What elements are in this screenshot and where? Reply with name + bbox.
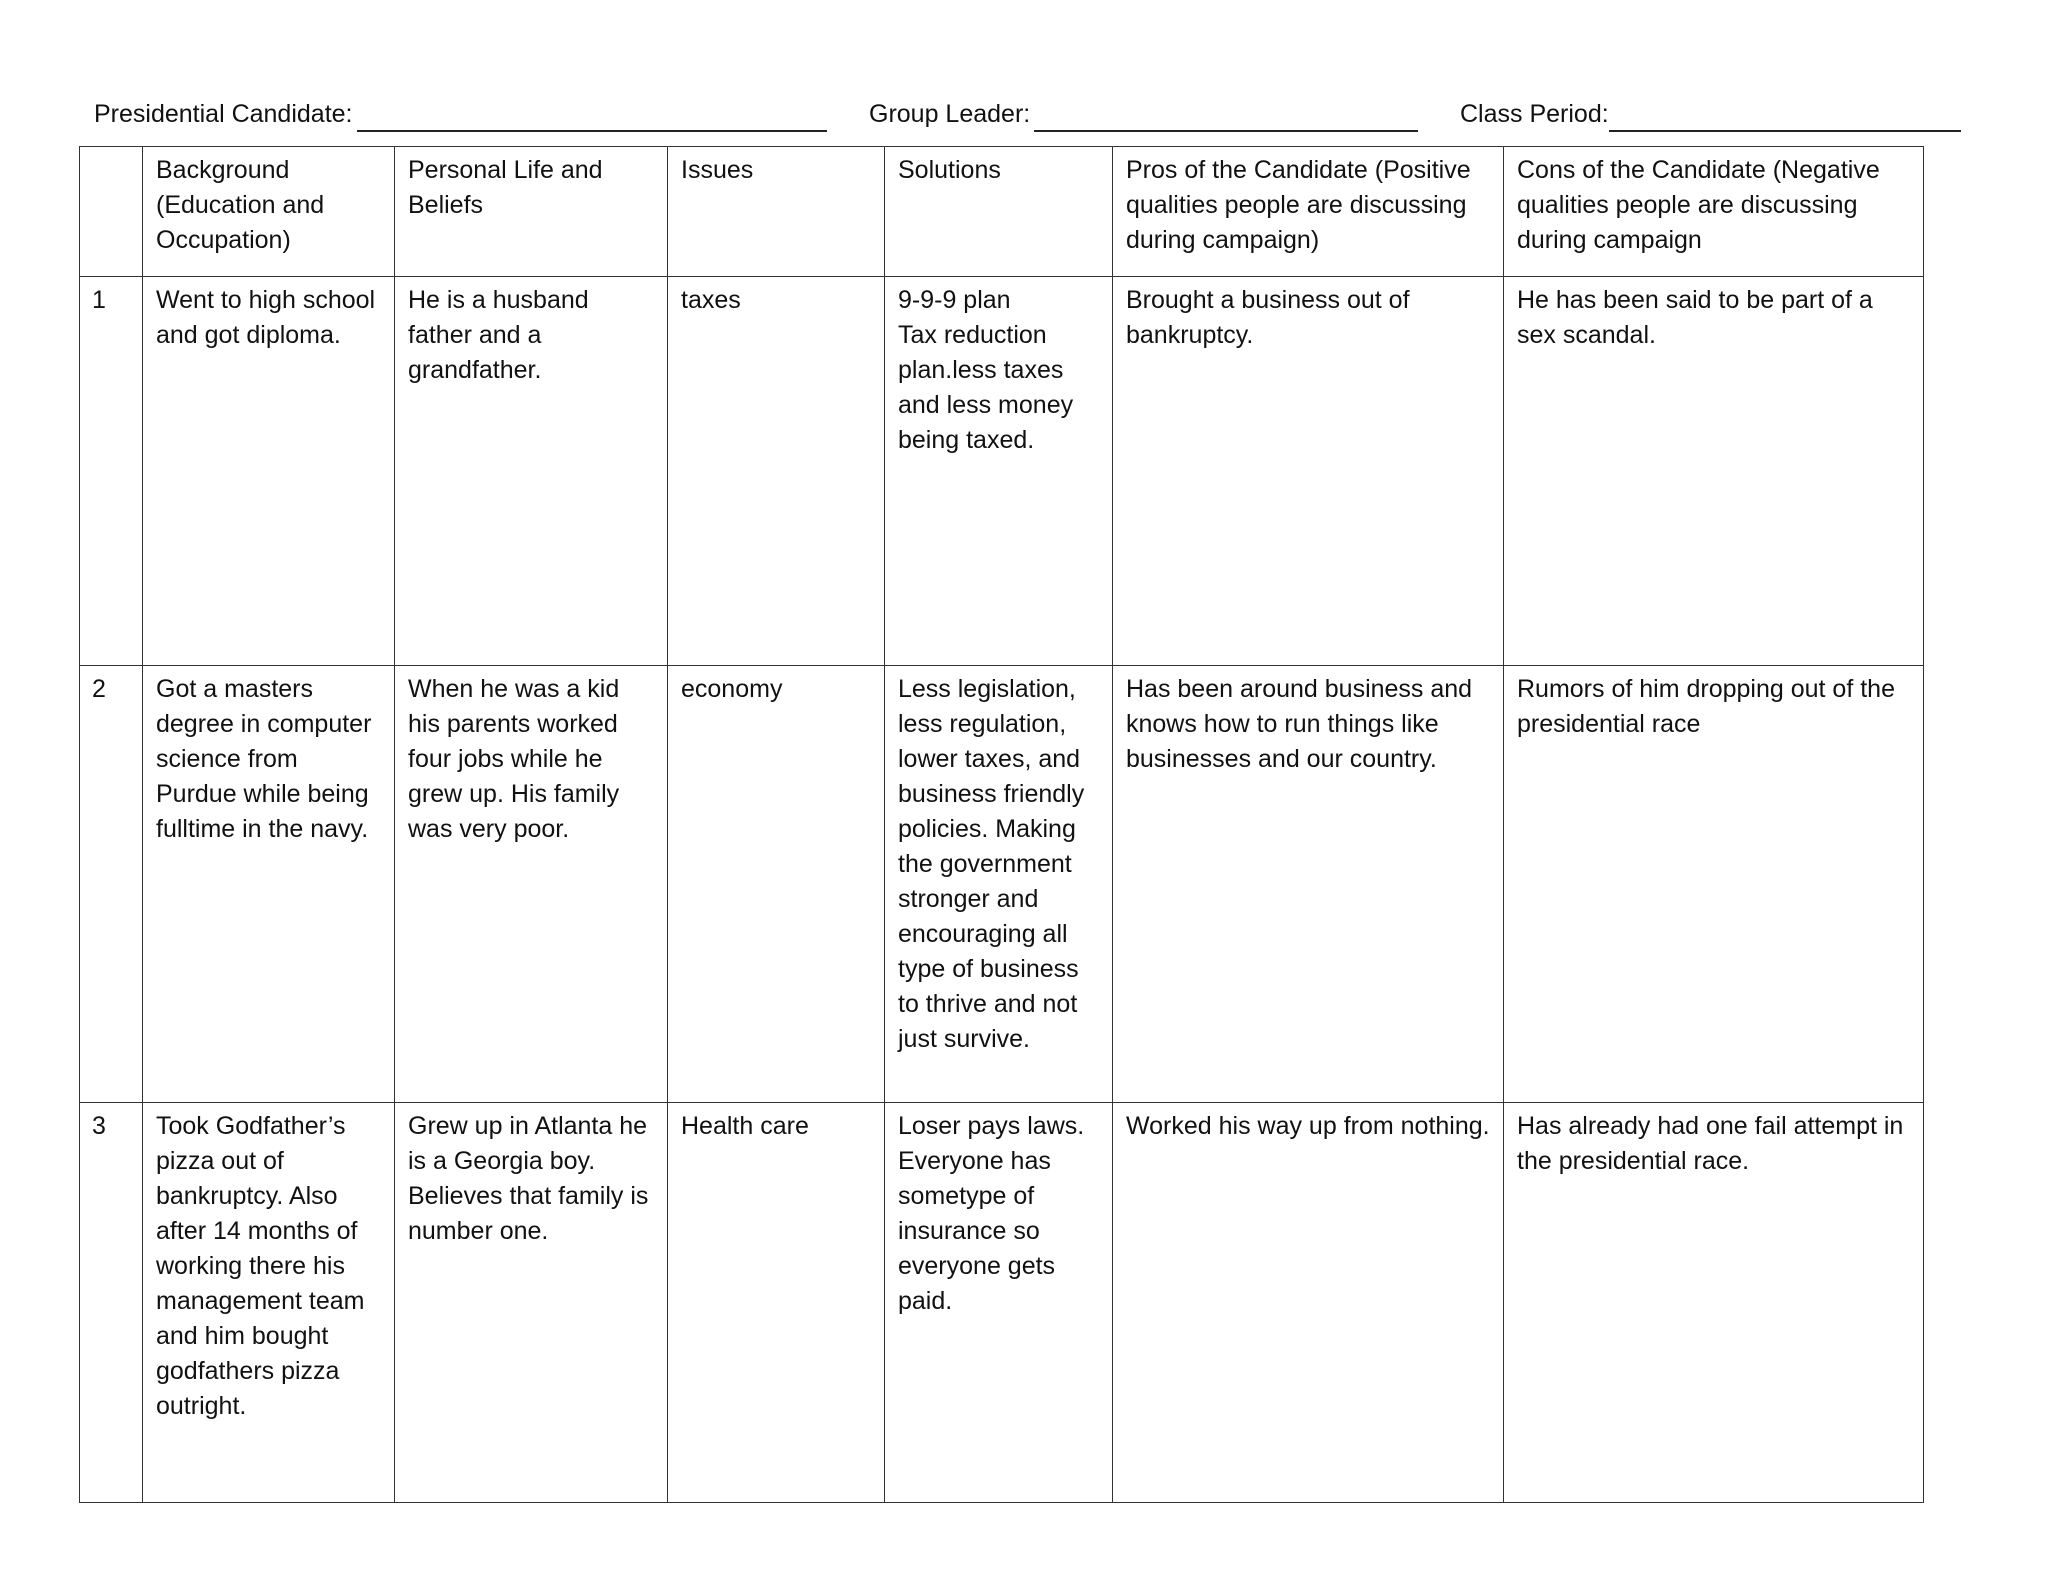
pros-cell: Brought a business out of bankruptcy. (1113, 277, 1504, 666)
background-cell: Got a masters degree in computer science from Purdue while being fulltime in the navy. (143, 666, 395, 1103)
issues-cell: taxes (668, 277, 885, 666)
column-header-issues: Issues (668, 147, 885, 277)
table-row (80, 1103, 1924, 1503)
row-number: 1 (80, 277, 143, 666)
row-number: 2 (80, 666, 143, 1103)
group-leader-label: Group Leader: (869, 100, 1031, 128)
column-header-number (80, 147, 143, 277)
column-header-background: Background (Education and Occupation) (143, 147, 395, 277)
table-row (80, 277, 1924, 666)
personal-cell: He is a husband father and a grandfather. (395, 277, 668, 666)
column-header-solutions: Solutions (885, 147, 1113, 277)
issues-cell: Health care (668, 1103, 885, 1503)
group-leader-field (869, 96, 1418, 132)
candidate-label: Presidential Candidate: (94, 100, 353, 128)
row-number: 3 (80, 1103, 143, 1503)
candidate-blank[interactable] (357, 104, 827, 132)
background-cell: Went to high school and got diploma. (143, 277, 395, 666)
group-leader-blank[interactable] (1034, 104, 1418, 132)
cons-cell: Has already had one fail attempt in the presidential race. (1504, 1103, 1924, 1503)
column-header-personal: Personal Life and Beliefs (395, 147, 668, 277)
background-cell: Took Godfather’s pizza out of bankruptcy. Also after 14 months of working there his management team and him bought godfathers pizza outright. (143, 1103, 395, 1503)
pros-cell: Has been around business and knows how to run things like businesses and our country. (1113, 666, 1504, 1103)
table-row (80, 666, 1924, 1103)
personal-cell: When he was a kid his parents worked four jobs while he grew up. His family was very poor. (395, 666, 668, 1103)
table-header-row (80, 147, 1924, 277)
pros-cell: Worked his way up from nothing. (1113, 1103, 1504, 1503)
class-period-field (1460, 96, 1961, 132)
class-period-blank[interactable] (1609, 104, 1961, 132)
class-period-label: Class Period: (1460, 100, 1609, 128)
solutions-cell: 9-9-9 plan Tax reduction plan.less taxes and less money being taxed. (885, 277, 1113, 666)
solutions-cell: Less legislation, less regulation, lower taxes, and business friendly policies. Making the government stronger and encouraging all type of business to thrive and not just survive. (885, 666, 1113, 1103)
worksheet-header (94, 96, 1974, 132)
solutions-cell: Loser pays laws. Everyone has sometype of insurance so everyone gets paid. (885, 1103, 1113, 1503)
column-header-pros: Pros of the Candidate (Positive qualities people are discussing during campaign) (1113, 147, 1504, 277)
candidate-research-table (79, 146, 1924, 1503)
cons-cell: He has been said to be part of a sex scandal. (1504, 277, 1924, 666)
issues-cell: economy (668, 666, 885, 1103)
column-header-cons: Cons of the Candidate (Negative qualities people are discussing during campaign (1504, 147, 1924, 277)
cons-cell: Rumors of him dropping out of the presidential race (1504, 666, 1924, 1103)
personal-cell: Grew up in Atlanta he is a Georgia boy. Believes that family is number one. (395, 1103, 668, 1503)
candidate-field (94, 96, 827, 132)
